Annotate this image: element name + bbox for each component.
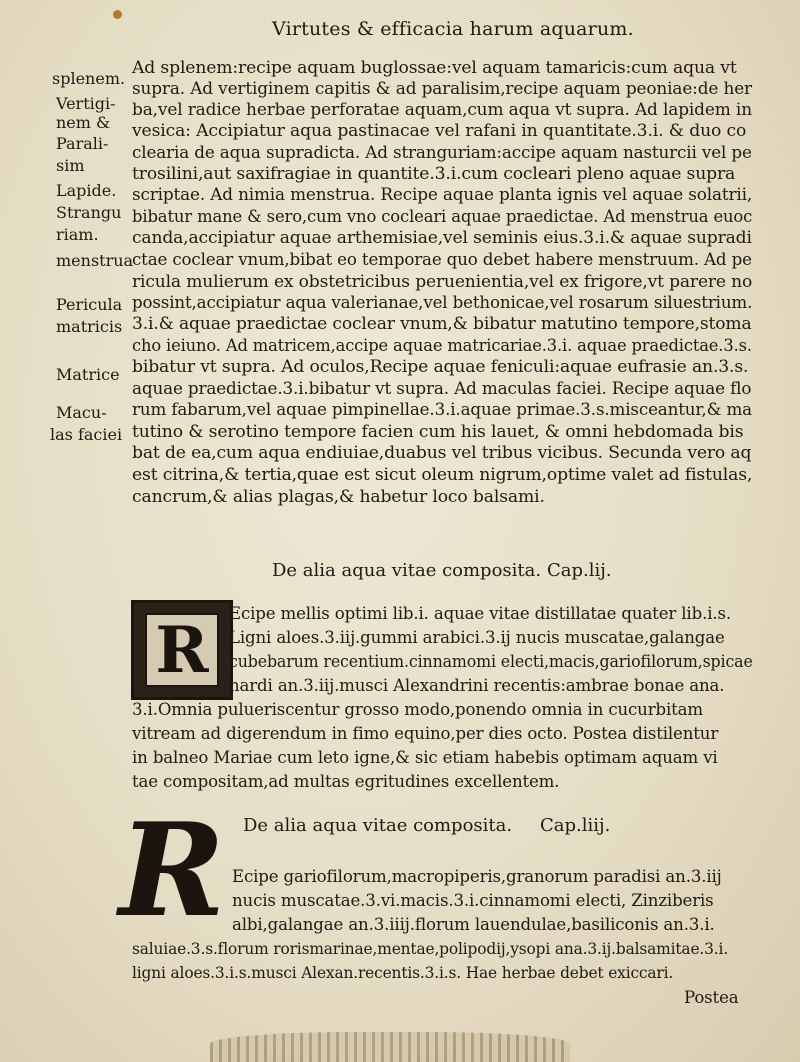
initial-letter: R <box>145 613 219 687</box>
decorated-initial-icon <box>131 600 233 700</box>
chapter2-number: Cap.lij. <box>547 560 612 581</box>
margin-note: Matrice <box>56 365 120 384</box>
text-line: supra. Ad vertiginem capitis & ad paralisim,recipe aquam peoniae:de her <box>132 79 752 99</box>
catchword: Postea <box>684 988 739 1007</box>
text-line: nardi an.3.iij.musci Alexandrini recentis:ambrae bonae ana. <box>229 676 725 695</box>
text-line: ba,vel radice herbae perforatae aquam,cum aqua vt supra. Ad lapidem in <box>132 100 752 120</box>
text-line: Ecipe mellis optimi lib.i. aquae vitae distillatae quater lib.i.s. <box>229 604 731 623</box>
text-line: nucis muscatae.3.vi.macis.3.i.cinnamomi electi, Zinziberis <box>232 891 714 910</box>
margin-note: nem & <box>56 113 111 132</box>
text-line: tae compositam,ad multas egritudines excellentem. <box>132 772 560 791</box>
text-line: albi,galangae an.3.iiij.florum lauendulae,basiliconis an.3.i. <box>232 915 715 934</box>
chapter3-title: De alia aqua vitae composita. <box>243 815 513 836</box>
text-line: rum fabarum,vel aquae pimpinellae.3.i.aquae primae.3.s.misceantur,& ma <box>132 400 752 420</box>
text-line: possint,accipiatur aqua valerianae,vel bethonicae,vel rosarum siluestrium. <box>132 293 753 313</box>
margin-note: menstrua <box>56 251 134 270</box>
text-line: 3.i.& aquae praedictae coclear vnum,& bibatur matutino tempore,stoma <box>132 314 752 334</box>
margin-note: Vertigi- <box>56 94 116 113</box>
text-line: cho ieiuno. Ad matricem,accipe aquae matricariae.3.i. aquae praedictae.3.s. <box>132 336 752 356</box>
ornate-initial-icon <box>112 796 232 946</box>
text-line: 3.i.Omnia pulueriscentur grosso modo,ponendo omnia in cucurbitam <box>132 700 703 719</box>
text-line: ligni aloes.3.i.s.musci Alexan.recentis.3.i.s. Hae herbae debet exiccari. <box>132 964 674 982</box>
initial-letter: R <box>118 796 226 946</box>
text-line: cancrum,& alias plagas,& habetur loco balsami. <box>132 487 545 507</box>
text-line: vesica: Accipiatur aqua pastinacae vel rafani in quantitate.3.i. & duo co <box>132 121 747 141</box>
margin-note: Strangu <box>56 203 122 222</box>
text-line: est citrina,& tertia,quae est sicut oleum nigrum,optime valet ad fistulas, <box>132 465 753 485</box>
text-line: saluiae.3.s.florum rorismarinae,mentae,polipodij,ysopi ana.3.ij.balsamitae.3.i. <box>132 940 729 958</box>
ink-stain-icon <box>113 10 122 19</box>
text-line: trosilini,aut saxifragiae in quantite.3.i.cum cocleari pleno aquae supra <box>132 164 736 184</box>
margin-note: las faciei <box>50 425 123 444</box>
margin-note: Macu- <box>56 403 107 422</box>
text-line: bat de ea,cum aqua endiuiae,duabus vel tribus vicibus. Secunda vero aq <box>132 443 752 463</box>
text-line: vitream ad digerendum in fimo equino,per dies octo. Postea distilentur <box>132 724 719 743</box>
chapter2-title: De alia aqua vitae composita. <box>272 560 542 581</box>
text-line: ctae coclear vnum,bibat eo temporae quo debet habere menstruum. Ad pe <box>132 250 752 270</box>
text-line: bibatur vt supra. Ad oculos,Recipe aquae feniculi:aquae eufrasie an.3.s. <box>132 357 749 377</box>
margin-note: sim <box>56 156 85 175</box>
margin-note: splenem. <box>52 69 126 88</box>
margin-note: matricis <box>56 317 123 336</box>
margin-note: Parali- <box>56 134 109 153</box>
text-line: cubebarum recentium.cinnamomi electi,macis,gariofilorum,spicae <box>229 652 753 671</box>
binding-ornament-icon <box>210 1032 570 1062</box>
text-line: bibatur mane & sero,cum vno cocleari aquae praedictae. Ad menstrua euoc <box>132 207 753 227</box>
text-line: aquae praedictae.3.i.bibatur vt supra. Ad maculas faciei. Recipe aquae flo <box>132 379 752 399</box>
text-line: clearia de aqua supradicta. Ad stranguriam:accipe aquam nasturcii vel pe <box>132 143 752 163</box>
text-line: ricula mulierum ex obstetricibus peruenientia,vel ex frigore,vt parere no <box>132 272 753 292</box>
margin-note: Lapide. <box>56 181 117 200</box>
text-line: canda,accipiatur aquae arthemisiae,vel seminis eius.3.i.& aquae supradi <box>132 228 752 248</box>
text-line: Ecipe gariofilorum,macropiperis,granorum paradisi an.3.iij <box>232 867 722 886</box>
margin-note: riam. <box>56 225 99 244</box>
text-line: Ligni aloes.3.iij.gummi arabici.3.ij nucis muscatae,galangae <box>229 628 725 647</box>
text-line: Ad splenem:recipe aquam buglossae:vel aquam tamaricis:cum aqua vt <box>132 58 737 78</box>
running-header: Virtutes & efficacia harum aquarum. <box>272 18 634 40</box>
margin-note: Pericula <box>56 295 123 314</box>
text-line: tutino & serotino tempore facien cum his lauet, & omni hebdomada bis <box>132 422 744 442</box>
text-line: in balneo Mariae cum leto igne,& sic etiam habebis optimam aquam vi <box>132 748 718 767</box>
text-line: scriptae. Ad nimia menstrua. Recipe aquae planta ignis vel aquae solatrii, <box>132 185 753 205</box>
chapter3-number: Cap.liij. <box>540 815 611 836</box>
